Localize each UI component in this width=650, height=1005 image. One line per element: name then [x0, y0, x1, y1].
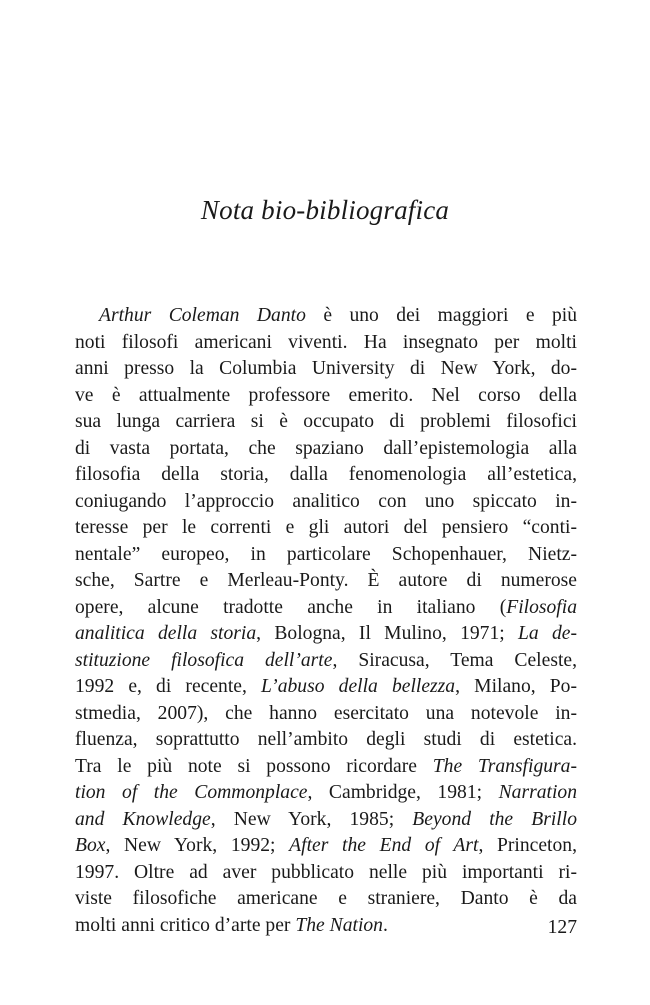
italic-title-text: stituzione filosofica dell’arte: [75, 649, 333, 671]
text-run: stmedia, 2007), che hanno esercitato una notevole in-: [75, 702, 577, 724]
page-title: Nota bio-bibliografica: [200, 195, 450, 225]
text-line: [75, 754, 577, 781]
page-number: 127: [547, 917, 577, 938]
italic-title-text: Arthur Coleman Danto: [99, 305, 306, 326]
text-run: , Princeton,: [478, 835, 577, 856]
text-run: filosofia della storia, dalla fenomenologia all’estetica,: [75, 464, 577, 485]
text-line: [75, 515, 577, 542]
text-line: [75, 886, 577, 913]
text-line: [75, 383, 577, 410]
text-run: nentale” europeo, in particolare Schopenhauer, Nietz-: [75, 543, 577, 565]
text-run: sche, Sartre e Merleau-Ponty. È autore di numerose: [75, 570, 577, 591]
text-line: [75, 595, 577, 622]
italic-title-text: The Transfigura-: [432, 755, 577, 777]
text-run: teresse per le correnti e gli autori del pensiero “conti-: [75, 517, 577, 538]
text-run: , Bologna, Il Mulino, 1971;: [256, 623, 518, 644]
italic-title-text: The Nation: [295, 914, 383, 936]
italic-title-text: and Knowledge: [75, 808, 211, 830]
italic-title-text: Filosofia: [506, 596, 577, 618]
text-line: [75, 913, 577, 940]
text-run: di vasta portata, che spaziano dall’epistemologia alla: [75, 437, 577, 459]
text-line: [75, 542, 577, 569]
text-line: [75, 807, 577, 834]
text-run: opere, alcune tradotte anche in italiano (: [75, 596, 507, 618]
italic-title-text: Box: [75, 835, 106, 856]
text-line: [75, 701, 577, 728]
text-line: [75, 621, 577, 648]
italic-title-text: tion of the Commonplace: [75, 782, 308, 803]
text-line: [75, 489, 577, 516]
italic-title-text: La de-: [517, 623, 577, 644]
text-line: [75, 356, 577, 383]
text-run: Tra le più note si possono ricordare: [75, 755, 433, 777]
text-run: , Milano, Po-: [455, 676, 577, 697]
text-run: , Cambridge, 1981;: [307, 782, 499, 803]
italic-title-text: Narration: [498, 782, 578, 803]
text-line: [75, 648, 577, 675]
text-line: [75, 727, 577, 754]
text-run: è uno dei maggiori e più: [305, 305, 577, 326]
text-run: molti anni critico d’arte per: [75, 914, 296, 936]
text-run: , New York, 1985;: [210, 808, 413, 830]
text-line: [75, 462, 577, 489]
text-line: [75, 330, 577, 357]
text-run: , Siracusa, Tema Celeste,: [332, 649, 577, 671]
italic-title-text: L’abuso della bellezza: [261, 676, 456, 697]
text-run: coniugando l’approccio analitico con uno spiccato in-: [75, 490, 577, 512]
text-run: 1992 e, di recente,: [75, 676, 262, 697]
text-run: .: [382, 914, 388, 936]
italic-title-text: analitica della storia: [75, 623, 257, 644]
text-run: sua lunga carriera si è occupato di problemi filosofici: [75, 411, 577, 432]
text-line: [75, 674, 577, 701]
text-run: 1997. Oltre ad aver pubblicato nelle più importanti ri-: [75, 861, 577, 883]
body-paragraph: [75, 303, 577, 939]
text-run: noti filosofi americani viventi. Ha insegnato per molti: [75, 331, 577, 353]
text-line: [75, 436, 577, 463]
text-run: viste filosofiche americane e straniere, Danto è da: [75, 888, 577, 909]
text-run: , New York, 1992;: [105, 835, 290, 856]
text-line: [75, 568, 577, 595]
text-run: anni presso la Columbia University di New York, do-: [75, 358, 577, 379]
text-line: [75, 860, 577, 887]
text-run: fluenza, soprattutto nell’ambito degli studi di estetica.: [75, 729, 577, 750]
italic-title-text: After the End of Art: [289, 835, 479, 856]
text-line: [75, 303, 577, 330]
text-line: [75, 780, 577, 807]
text-run: ve è attualmente professore emerito. Nel corso della: [75, 384, 577, 406]
text-line: [75, 833, 577, 860]
text-line: [75, 409, 577, 436]
italic-title-text: Beyond the Brillo: [412, 808, 577, 830]
